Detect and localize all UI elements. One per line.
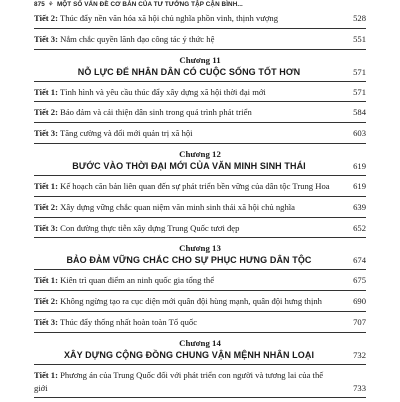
book-number: 875 bbox=[34, 1, 45, 8]
page-number: 733 bbox=[353, 382, 366, 393]
toc-entry[interactable] bbox=[34, 127, 366, 140]
chapter-number: Chương 13 bbox=[179, 243, 221, 254]
entry-divider bbox=[34, 143, 366, 144]
toc-entry[interactable] bbox=[34, 222, 366, 235]
toc-entry-text bbox=[34, 201, 344, 214]
section-label: Tiết 2: bbox=[34, 296, 58, 307]
chapter-page-number: 732 bbox=[353, 349, 366, 360]
toc-entry-text bbox=[34, 106, 344, 119]
chapter-title: NỖ LỰC ĐỂ NHÂN DÂN CÓ CUỘC SỐNG TỐT HƠN bbox=[77, 66, 301, 77]
section-title: Không ngừng tạo ra cục diện mới quân đội hùng mạnh, quân đội hưng thịnh bbox=[60, 296, 322, 307]
section-title: Tình hình và yêu cầu thúc đẩy xây dựng xã hội thời đại mới bbox=[59, 86, 266, 97]
toc-entry-text bbox=[34, 295, 344, 308]
section-label: Tiết 2: bbox=[34, 107, 58, 118]
section-title: Con đường thực tiễn xây dựng Trung Quốc tươi đẹp bbox=[60, 222, 240, 233]
entry-divider bbox=[34, 332, 366, 333]
entry-divider bbox=[34, 196, 366, 197]
toc-entry[interactable] bbox=[34, 295, 366, 308]
book-title: MỘT SỐ VẤN ĐỀ CƠ BẢN CỦA TƯ TƯỞNG TẬP CẬN BÌNH... bbox=[56, 1, 243, 8]
toc-entry[interactable] bbox=[34, 106, 366, 119]
section-title: Thúc đẩy nền văn hóa xã hội chủ nghĩa phồn vinh, thịnh vượng bbox=[59, 13, 278, 23]
toc-entry-text bbox=[34, 316, 344, 329]
toc-entry-text bbox=[34, 33, 344, 46]
section-title: Tăng cường và đổi mới quản trị xã hội bbox=[59, 128, 193, 139]
toc-entry[interactable] bbox=[34, 201, 366, 214]
entry-divider bbox=[34, 397, 366, 398]
entry-divider bbox=[34, 175, 366, 176]
page-number: 619 bbox=[353, 180, 366, 191]
section-title: Nắm chắc quyền lãnh đạo công tác ý thức hệ bbox=[60, 33, 215, 44]
toc-entry[interactable] bbox=[34, 33, 366, 46]
page-number: 571 bbox=[353, 86, 366, 97]
chapter-heading[interactable] bbox=[34, 254, 366, 266]
section-title: Phương án của Trung Quốc đối với phát triển con người và tương lai của thế giới bbox=[34, 369, 324, 393]
chapter-number: Chương 11 bbox=[179, 54, 221, 65]
section-label: Tiết 2: bbox=[34, 201, 58, 212]
section-label: Tiết 1: bbox=[34, 369, 58, 380]
section-title: Kế hoạch căn bản liên quan đến sự phát triển bền vững của dân tộc Trung Hoa bbox=[60, 180, 330, 191]
section-title: Kiên trì quan điểm an ninh quốc gia tổng thể bbox=[60, 275, 215, 286]
running-header bbox=[34, 0, 364, 9]
table-of-contents bbox=[34, 12, 366, 402]
section-title: Thúc đẩy thống nhất hoàn toàn Tổ quốc bbox=[59, 316, 198, 327]
toc-entry-text bbox=[34, 86, 344, 99]
page-number: 707 bbox=[353, 316, 366, 327]
page-number: 690 bbox=[353, 296, 366, 307]
toc-entry[interactable] bbox=[34, 12, 366, 25]
entry-divider bbox=[34, 28, 366, 29]
section-label: Tiết 3: bbox=[34, 222, 58, 233]
chapter-page-number: 619 bbox=[353, 160, 366, 171]
page-number: 528 bbox=[353, 13, 366, 23]
chapter-page-number: 674 bbox=[353, 255, 366, 266]
chapter-page-number: 571 bbox=[353, 66, 366, 77]
chapter-number: Chương 12 bbox=[179, 148, 221, 159]
section-label: Tiết 1: bbox=[34, 86, 58, 97]
toc-entry[interactable] bbox=[34, 316, 366, 329]
entry-divider bbox=[34, 217, 366, 218]
section-title: Xây dựng vững chắc quan niệm văn minh sinh thái xã hội chủ nghĩa bbox=[60, 201, 295, 212]
page-number: 639 bbox=[353, 201, 366, 212]
chapter-heading[interactable] bbox=[34, 66, 366, 78]
section-label: Tiết 3: bbox=[34, 316, 58, 327]
toc-entry[interactable] bbox=[34, 180, 366, 193]
section-label: Tiết 2: bbox=[34, 13, 58, 23]
toc-entry[interactable] bbox=[34, 369, 366, 395]
section-label: Tiết 3: bbox=[34, 33, 58, 44]
entry-divider bbox=[34, 364, 366, 365]
page-number: 603 bbox=[353, 128, 366, 139]
page-number: 584 bbox=[353, 107, 366, 118]
toc-entry-text bbox=[34, 222, 344, 235]
page-number: 675 bbox=[353, 275, 366, 286]
toc-entry[interactable] bbox=[34, 86, 366, 99]
entry-divider bbox=[34, 49, 366, 50]
section-label: Tiết 1: bbox=[34, 275, 58, 286]
page-number: 551 bbox=[353, 33, 366, 44]
ornament-icon: ⚘ bbox=[48, 1, 54, 8]
entry-divider bbox=[34, 122, 366, 123]
toc-entry-text bbox=[34, 12, 344, 25]
toc-entry-text bbox=[34, 180, 344, 193]
entry-divider bbox=[34, 311, 366, 312]
toc-entry[interactable] bbox=[34, 274, 366, 287]
entry-divider bbox=[34, 81, 366, 82]
chapter-number: Chương 14 bbox=[179, 337, 221, 348]
entry-divider bbox=[34, 269, 366, 270]
section-label: Tiết 1: bbox=[34, 180, 58, 191]
chapter-title: XÂY DỰNG CỘNG ĐỒNG CHUNG VẬN MỆNH NHÂN LOẠI bbox=[63, 349, 315, 360]
section-label: Tiết 3: bbox=[34, 128, 58, 139]
entry-divider bbox=[34, 101, 366, 102]
toc-entry-text bbox=[34, 369, 344, 395]
chapter-heading[interactable] bbox=[34, 349, 366, 361]
toc-entry-text bbox=[34, 127, 344, 140]
chapter-title: BẢO ĐẢM VỮNG CHẮC CHO SỰ PHỤC HƯNG DÂN TỘC bbox=[66, 255, 312, 266]
chapter-heading[interactable] bbox=[34, 160, 366, 172]
page-number: 652 bbox=[353, 222, 366, 233]
toc-entry-text bbox=[34, 274, 344, 287]
chapter-title: BƯỚC VÀO THỜI ĐẠI MỚI CỦA VĂN MINH SINH THÁI bbox=[72, 160, 306, 171]
entry-divider bbox=[34, 290, 366, 291]
entry-divider bbox=[34, 237, 366, 238]
section-title: Bảo đảm và cải thiện dân sinh trong quá trình phát triển bbox=[60, 107, 252, 118]
